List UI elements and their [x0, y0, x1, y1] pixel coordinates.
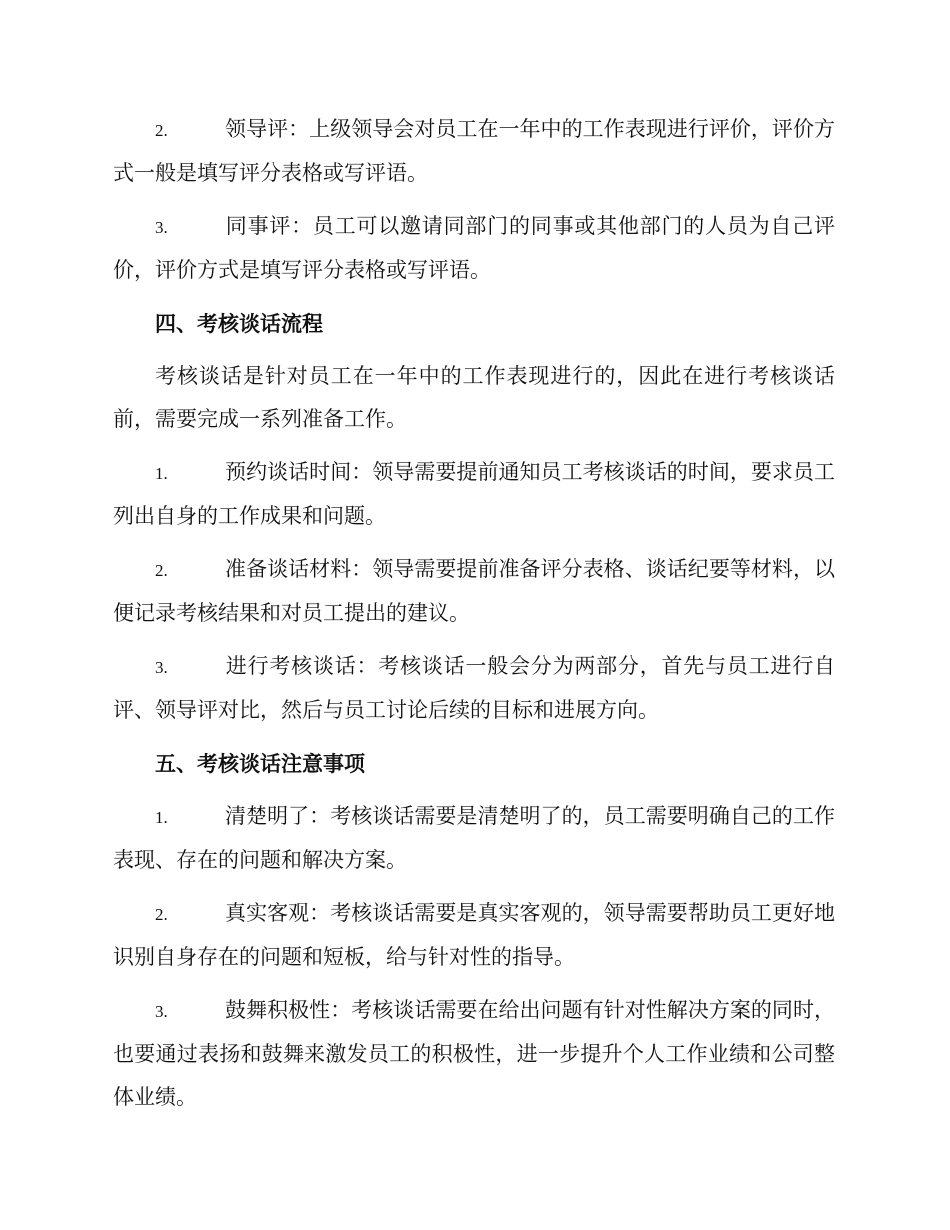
list-item	[113, 795, 835, 882]
list-number: 3.	[155, 1002, 168, 1021]
section-heading: 四、考核谈话流程	[155, 311, 323, 336]
list-item	[113, 108, 835, 195]
list-number: 1.	[155, 808, 168, 827]
list-number: 2.	[155, 121, 168, 140]
list-item	[113, 645, 835, 732]
list-number: 2.	[155, 905, 168, 924]
list-item	[113, 205, 835, 292]
list-item	[113, 451, 835, 538]
list-number: 3.	[155, 658, 168, 677]
list-text: 预约谈话时间：领导需要提前通知员工考核谈话的时间，要求员工列出自身的工作成果和问题。	[113, 460, 835, 528]
list-number: 3.	[155, 218, 168, 237]
list-item	[113, 989, 835, 1119]
list-text: 同事评：员工可以邀请同部门的同事或其他部门的人员为自己评价，评价方式是填写评分表格或写评语。	[113, 214, 835, 282]
list-text: 领导评：上级领导会对员工在一年中的工作表现进行评价，评价方式一般是填写评分表格或写评语。	[113, 117, 835, 185]
list-item	[113, 892, 835, 979]
list-text: 进行考核谈话：考核谈话一般会分为两部分，首先与员工进行自评、领导评对比，然后与员工讨论后续的目标和进展方向。	[113, 654, 835, 722]
section-heading: 五、考核谈话注意事项	[155, 751, 365, 776]
document-page	[113, 108, 835, 1129]
list-text: 鼓舞积极性：考核谈话需要在给出问题有针对性解决方案的同时，也要通过表扬和鼓舞来激发员工的积极性，进一步提升个人工作业绩和公司整体业绩。	[113, 998, 835, 1109]
list-number: 2.	[155, 561, 168, 580]
list-text: 真实客观：考核谈话需要是真实客观的，领导需要帮助员工更好地识别自身存在的问题和短板，给与针对性的指导。	[113, 901, 835, 969]
list-item	[113, 548, 835, 635]
list-text: 清楚明了：考核谈话需要是清楚明了的，员工需要明确自己的工作表现、存在的问题和解决方案。	[113, 804, 835, 872]
list-number: 1.	[155, 464, 168, 483]
paragraph: 考核谈话是针对员工在一年中的工作表现进行的，因此在进行考核谈话前，需要完成一系列准备工作。	[113, 364, 835, 431]
list-text: 准备谈话材料：领导需要提前准备评分表格、谈话纪要等材料，以便记录考核结果和对员工提出的建议。	[113, 557, 835, 625]
